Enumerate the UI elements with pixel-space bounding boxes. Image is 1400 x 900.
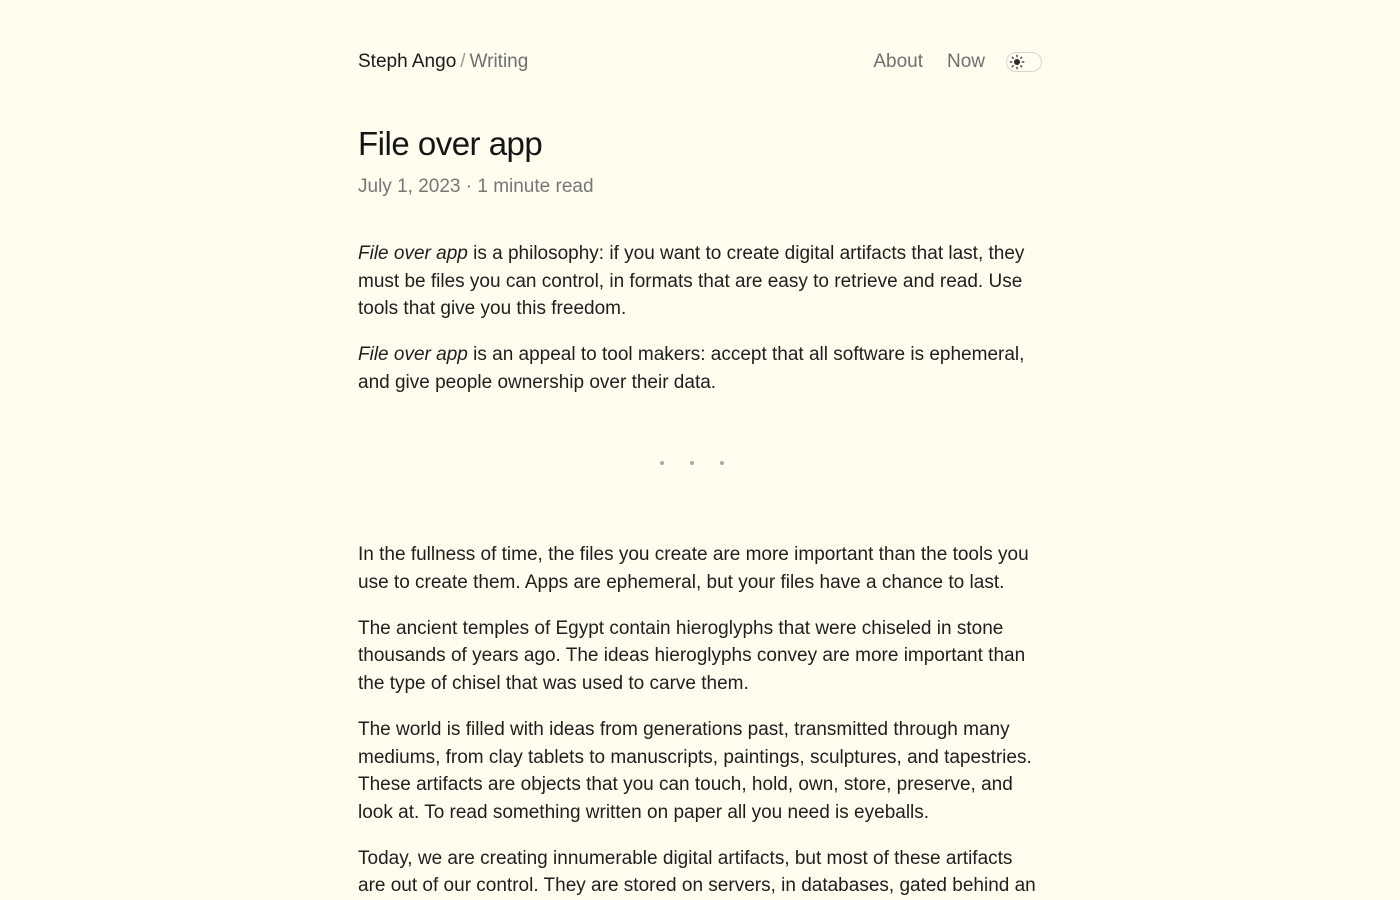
- intro-paragraph: [358, 341, 1042, 396]
- intro-paragraph: [358, 240, 1042, 323]
- page: [358, 0, 1042, 900]
- nav-about-link[interactable]: About: [873, 51, 923, 72]
- site-name-link[interactable]: Steph Ango: [358, 51, 457, 72]
- intro-emphasis: File over app: [358, 344, 468, 366]
- article-body: [358, 240, 1042, 900]
- intro-text: is an appeal to tool makers: accept that all software is ephemeral, and give people ownership over their data.: [358, 344, 1025, 393]
- page-title: File over app: [358, 125, 543, 162]
- top-nav: [873, 49, 1042, 75]
- divider-dot: [660, 461, 664, 465]
- breadcrumb: [358, 49, 528, 75]
- site-header: [358, 0, 1042, 124]
- nav-now-link[interactable]: Now: [946, 51, 985, 72]
- body-paragraph: In the fullness of time, the files you create are more important than the tools you use to create them. Apps are ephemeral, but your files have a chance to last.: [358, 543, 1029, 593]
- intro-emphasis: File over app: [358, 243, 468, 264]
- post-meta: July 1, 2023 · 1 minute read: [358, 176, 594, 197]
- breadcrumb-separator: /: [460, 51, 466, 72]
- body-paragraph: The world is filled with ideas from generations past, transmitted through many mediums, from clay tablets to manuscripts, paintings, sculptures, and tapestries. These artifacts are objects that you can touch, hold, own, store, preserve, and look at. To read something written on paper all you need is eyeballs.: [358, 718, 1032, 823]
- body-paragraph: Today, we are creating innumerable digital artifacts, but most of these artifacts are out of our control. They are stored on servers, in databases, gated behind an: [358, 847, 1036, 897]
- body-paragraph: The ancient temples of Egypt contain hieroglyphs that were chiseled in stone thousands of years ago. The ideas hieroglyphs convey are more important than the type of chisel that was used to carve them.: [358, 617, 1026, 694]
- divider-dot: [690, 461, 694, 465]
- theme-toggle[interactable]: [1006, 52, 1042, 72]
- divider-dots: [660, 461, 750, 465]
- sun-icon: [1009, 54, 1025, 70]
- divider-dot: [720, 461, 724, 465]
- section-divider: [358, 415, 1042, 541]
- intro-text: is a philosophy: if you want to create digital artifacts that last, they must be files you can control, in formats that are easy to retrieve and read. Use tools that give you this freedom.: [358, 243, 1025, 320]
- section-link-writing[interactable]: Writing: [469, 51, 529, 72]
